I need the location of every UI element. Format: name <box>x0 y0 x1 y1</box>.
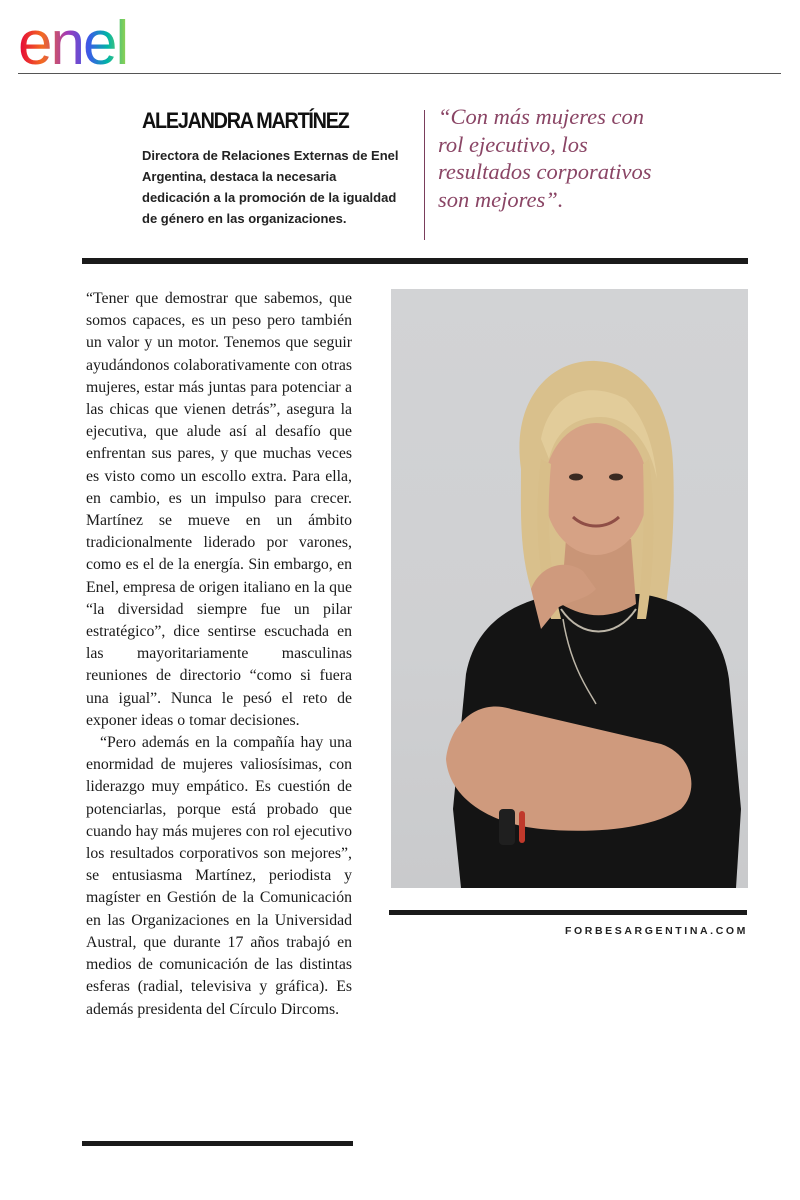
pull-quote: “Con más mujeres con rol ejecutivo, los resultados corporativos son mejores”. <box>438 104 652 212</box>
author-name: ALEJANDRA MARTÍNEZ <box>142 108 349 133</box>
article-end-rule <box>82 1141 353 1146</box>
logo-wordmark: enel <box>18 9 128 70</box>
portrait-photo <box>391 289 748 888</box>
section-rule <box>82 258 748 264</box>
site-url: FORBESARGENTINA.COM <box>565 925 748 937</box>
article-body <box>86 288 352 1021</box>
pull-quote-rule <box>424 110 425 240</box>
article-paragraph: “Tener que demostrar que sabemos, que somos capaces, es un peso pero también un valor y un motor. Tenemos que seguir ayudándonos colaborativamente con otras mujeres, estar más juntas para potenciar a las chicas que vienen detrás”, asegura la ejecutiva, que alude así al desafío que enfrentan sus pares, y que muchas veces es visto como un escollo extra. Para ella, en cambio, es un impulso para crecer. Martínez se mueve en un ámbito tradicionalmente liderado por varones, como es el de la energía. Sin embargo, en Enel, empresa de origen italiano en la que “la diversidad siempre fue un pilar estratégico”, dice sentirse escuchada en las mayoritariamente masculinas reuniones de directorio “como si fuera una igual”. Nunca le pesó el reto de exponer ideas o tomar decisiones. <box>86 290 352 729</box>
article-paragraph: “Pero además en la compañía hay una enormidad de mujeres valiosísimas, con liderazgo muy empático. Es cuestión de potenciarlas, porque está probado que cuando hay más mujeres con rol ejecutivo los resultados corporativos son mejores”, se entusiasma Martínez, periodista y magíster en Gestión de la Comunicación en las Organizaciones en la Universidad Austral, que durante 17 años trabajó en medios de comunicación de las distintas esferas (radial, televisiva y gráfica). Es además presidenta del Círculo Dircoms. <box>86 734 352 1018</box>
photo-rule <box>389 910 747 915</box>
enel-logo <box>18 8 193 70</box>
portrait-face <box>544 423 648 555</box>
header-rule <box>18 73 781 74</box>
author-description: Directora de Relaciones Externas de Enel Argentina, destaca la necesaria dedicación a la promoción de la igualdad de género en las organizaciones. <box>142 148 399 226</box>
